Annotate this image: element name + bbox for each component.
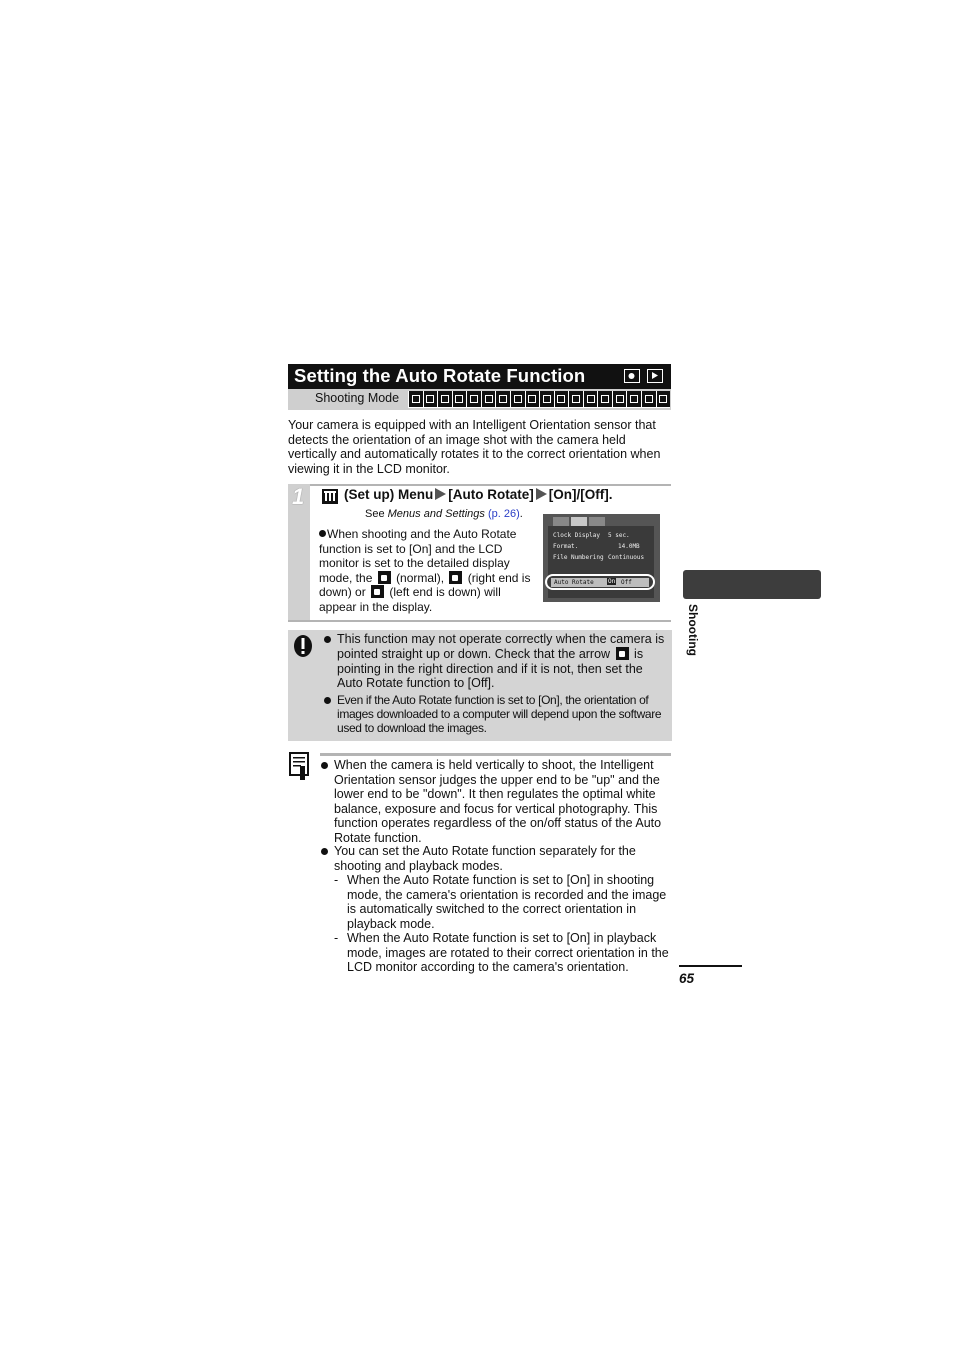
arrow-right-icon [536, 488, 547, 500]
stitch-assist-icon [482, 391, 496, 407]
step-divider-bottom [288, 620, 671, 622]
camera-icon [624, 369, 640, 383]
note-divider [320, 753, 671, 756]
fireworks-icon [613, 391, 627, 407]
lcd-menu-screenshot [543, 514, 660, 602]
orientation-right-down-icon [449, 571, 462, 584]
lcd-setup-tab-icon [571, 517, 587, 526]
note-item-1: When the camera is held vertically to shoot, the Intelligent Orientation sensor judges the upper end to be "up" and the lower end to be "down". It then regulates the optimal white balance, exposure and focus for vertical photography. This function operates regardless of the on/off status of the Auto Rotate function. [334, 758, 662, 845]
bullet-icon [324, 697, 331, 704]
playback-icon [647, 369, 663, 383]
step-number-bar [288, 484, 310, 620]
bullet-icon [319, 530, 326, 537]
movie-icon [657, 391, 671, 407]
lcd-row-key: Clock Display [553, 532, 600, 539]
shooting-mode-icons [408, 391, 670, 408]
bullet-icon [321, 762, 328, 769]
orientation-left-down-icon [371, 585, 384, 598]
beach-icon [598, 391, 612, 407]
caution-item-1-text-b: is pointing in the right direction and if it is not, then set the Auto Rotate function to [Off]. [337, 646, 644, 691]
page-number: 65 [679, 971, 695, 986]
step-heading [344, 487, 612, 502]
lcd-off-option: Off [621, 579, 632, 586]
lcd-menu-tabs [549, 517, 599, 526]
shooting-mode-bar [288, 389, 671, 410]
step-bullet [319, 527, 531, 614]
step-bullet-text-c: (right end is down) or [319, 570, 531, 599]
lcd-row-value: 14.0MB [618, 543, 640, 550]
lcd-row-value: 5 sec. [608, 532, 630, 539]
step-heading-options: [On]/[Off]. [548, 487, 613, 502]
note-subitem-2: When the Auto Rotate function is set to [On] in playback mode, images are rotated to their correct orientation in the LCD monitor according to the camera's orientation. [347, 931, 669, 975]
orientation-normal-icon [616, 647, 629, 660]
lcd-row [551, 553, 651, 562]
intro-paragraph: Your camera is equipped with an Intelligent Orientation sensor that detects the orientation of an image shot with the camera held vertically and automatically rotates it to the correct orientation when viewing it in the LCD monitor. [288, 418, 661, 476]
indoor-icon [555, 391, 569, 407]
caution-item-2: Even if the Auto Rotate function is set to [On], the orientation of images downloaded to a computer will depend upon the software used to download the images. [337, 693, 662, 736]
lcd-auto-rotate-row [551, 578, 649, 587]
landscape-icon [511, 391, 525, 407]
snow-icon [584, 391, 598, 407]
note-item-2: You can set the Auto Rotate function separately for the shooting and playback modes. [334, 844, 636, 873]
note-subitem-1: When the Auto Rotate function is set to [On] in shooting mode, the camera's orientation is recorded and the image is automatically switched to the correct orientation in playback mode. [347, 873, 667, 931]
bullet-icon [321, 848, 328, 855]
page-title: Setting the Auto Rotate Function [294, 365, 586, 386]
note-icon [289, 752, 309, 780]
underwater-icon [627, 391, 641, 407]
foliage-icon [569, 391, 583, 407]
caution-box [288, 630, 672, 741]
step-bullet-text-d: (left end is down) will appear in the display. [319, 585, 501, 614]
shooting-mode-label: Shooting Mode [315, 391, 400, 405]
chapter-label: Shooting [686, 604, 700, 656]
iso3200-icon [642, 391, 656, 407]
bullet-icon [324, 636, 331, 643]
lcd-on-option: On [608, 578, 616, 585]
lcd-highlight-ring [545, 574, 655, 590]
manual-icon [424, 391, 438, 407]
lcd-my-camera-tab-icon [589, 517, 605, 526]
see-title: Menus and Settings [387, 508, 485, 520]
lcd-auto-rotate-key: Auto Rotate [554, 579, 594, 586]
lcd-row-value: Continuous [608, 554, 645, 561]
color-swap-icon [467, 391, 481, 407]
lcd-row-key: File Numbering [553, 554, 604, 561]
page-number-rule [679, 965, 742, 967]
see-prefix: See [365, 508, 388, 520]
auto-icon [409, 391, 423, 407]
lcd-row-key: Format. [553, 543, 579, 550]
note-dash: - [334, 873, 339, 887]
step-number: 1 [292, 484, 305, 509]
lcd-shooting-tab-icon [553, 517, 569, 526]
page-reference-link[interactable]: (p. 26) [487, 508, 520, 520]
setup-menu-icon [322, 489, 338, 504]
lcd-row [551, 542, 651, 551]
step-divider-top [310, 484, 671, 486]
step-heading-item: [Auto Rotate] [448, 487, 534, 502]
see-reference [365, 508, 523, 520]
see-suffix: . [519, 508, 523, 520]
step-bullet-text-b: (normal), [396, 570, 445, 585]
kids-pets-icon [540, 391, 554, 407]
chapter-tab [683, 570, 821, 599]
digital-macro-icon [438, 391, 452, 407]
step-bullet-text-a: When shooting and the Auto Rotate function is set to [On] and the LCD monitor is set to the detailed display mode, the [319, 527, 517, 585]
night-scene-icon [526, 391, 540, 407]
section-title-bar [288, 364, 671, 389]
note-dash: - [334, 931, 339, 945]
step-heading-menu: (Set up) Menu [344, 487, 434, 502]
arrow-right-icon [435, 488, 446, 500]
caution-item-1-text-a: This function may not operate correctly when the camera is pointed straight up or down. Check that the arrow [337, 632, 665, 661]
caution-item-1 [337, 632, 669, 691]
lcd-row [551, 531, 651, 540]
caution-icon [294, 635, 312, 657]
color-accent-icon [453, 391, 467, 407]
portrait-icon [496, 391, 510, 407]
orientation-normal-icon [378, 571, 391, 584]
